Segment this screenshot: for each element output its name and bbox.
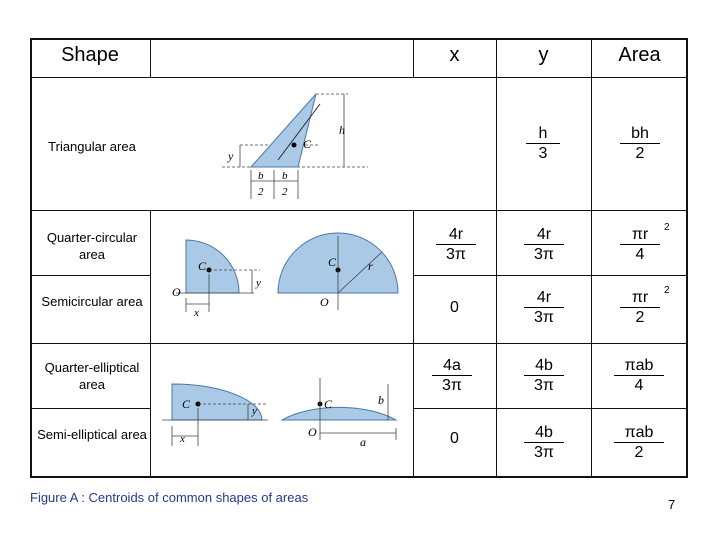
tri-label-y: y — [228, 149, 234, 163]
figure-caption: Figure A : Centroids of common shapes of areas — [30, 490, 309, 505]
triangle-figure — [218, 84, 378, 206]
qc-label-c: C — [198, 259, 207, 273]
row-label-triangular: Triangular area — [48, 139, 136, 154]
semi-area-num: πr — [620, 288, 660, 308]
row-label-semicircular: Semicircular area — [41, 294, 143, 309]
qc-y-num: 4r — [524, 225, 564, 245]
row-divider-1 — [30, 210, 688, 211]
semi-area-formula — [620, 288, 660, 327]
tri-area-den: 2 — [635, 145, 645, 162]
row-label-semi-elliptical: Semi-elliptical area — [37, 427, 147, 442]
table-border-right — [686, 38, 688, 478]
qc-label-x: x — [194, 307, 199, 319]
qc-x-num: 4r — [436, 225, 476, 245]
se-area-formula — [614, 423, 664, 462]
qc-area-formula — [620, 225, 660, 264]
table-border-top — [30, 38, 688, 40]
semi-label-r: r — [368, 259, 373, 273]
qc-label-o: O — [172, 285, 181, 299]
col-divider-shape — [150, 38, 151, 78]
label-divider-4 — [30, 408, 150, 409]
page-number: 7 — [668, 497, 676, 512]
semi-x-value: 0 — [450, 299, 459, 316]
qe-area-num: πab — [614, 356, 664, 376]
qe-x-num: 4a — [432, 356, 472, 376]
tri-label-b-left: b — [258, 170, 264, 182]
col-divider-x — [496, 38, 497, 478]
se-label-b: b — [378, 393, 384, 407]
header-x: x — [449, 44, 460, 66]
table-border-left — [30, 38, 32, 478]
se-x-value: 0 — [450, 430, 459, 447]
qe-y-den: 3π — [534, 377, 554, 394]
circular-figures — [160, 214, 410, 340]
semi-area-sup: 2 — [664, 285, 670, 296]
tri-y-num: h — [526, 124, 560, 144]
tri-area-num: bh — [620, 124, 660, 144]
qc-y-den: 3π — [534, 246, 554, 263]
tri-label-b-right: b — [282, 170, 288, 182]
tri-label-c: C — [303, 137, 312, 151]
qe-label-y: y — [252, 405, 257, 417]
qe-area-den: 4 — [634, 377, 644, 394]
row-divider-3 — [30, 343, 688, 344]
qc-x-den: 3π — [446, 246, 466, 263]
semi-label-o: O — [320, 295, 329, 309]
qc-area-num: πr — [620, 225, 660, 245]
tri-label-2-right: 2 — [282, 186, 288, 198]
qe-label-c: C — [182, 397, 191, 411]
se-y-formula — [524, 423, 564, 462]
table-border-bottom — [30, 476, 688, 478]
header-area: Area — [618, 44, 661, 66]
row-label-quarter-elliptical: Quarter-elliptical area — [44, 360, 140, 392]
row-divider-2 — [413, 275, 688, 276]
se-label-a: a — [360, 435, 366, 449]
se-y-den: 3π — [534, 444, 554, 461]
qe-y-num: 4b — [524, 356, 564, 376]
semi-y-num: 4r — [524, 288, 564, 308]
col-divider-y — [591, 38, 592, 478]
elliptical-figures — [160, 348, 410, 458]
se-label-o: O — [308, 425, 317, 439]
tri-y-den: 3 — [538, 145, 548, 162]
semi-y-den: 3π — [534, 309, 554, 326]
se-area-den: 2 — [634, 444, 644, 461]
se-label-c: C — [324, 397, 333, 411]
header-divider — [30, 77, 688, 78]
qe-y-formula — [524, 356, 564, 395]
tri-y-formula — [526, 124, 560, 163]
qe-label-x: x — [180, 433, 185, 445]
qc-area-den: 4 — [635, 246, 645, 263]
row-divider-4 — [413, 408, 688, 409]
qe-x-den: 3π — [442, 377, 462, 394]
semi-label-c: C — [328, 255, 337, 269]
semi-y-formula — [524, 288, 564, 327]
qe-x-formula — [432, 356, 472, 395]
label-divider-2 — [30, 275, 150, 276]
tri-label-h: h — [339, 123, 345, 137]
label-col-divider-lower — [150, 210, 151, 478]
header-shape: Shape — [61, 44, 119, 66]
semi-area-den: 2 — [635, 309, 645, 326]
row-label-quarter-circular: Quarter-circular area — [46, 230, 138, 262]
tri-label-2-left: 2 — [258, 186, 264, 198]
se-area-num: πab — [614, 423, 664, 443]
tri-area-formula — [620, 124, 660, 163]
qc-y-formula — [524, 225, 564, 264]
se-y-num: 4b — [524, 423, 564, 443]
qc-area-sup: 2 — [664, 222, 670, 233]
header-y: y — [538, 44, 549, 66]
qc-x-formula — [436, 225, 476, 264]
qc-label-y: y — [256, 277, 261, 289]
qe-area-formula — [614, 356, 664, 395]
